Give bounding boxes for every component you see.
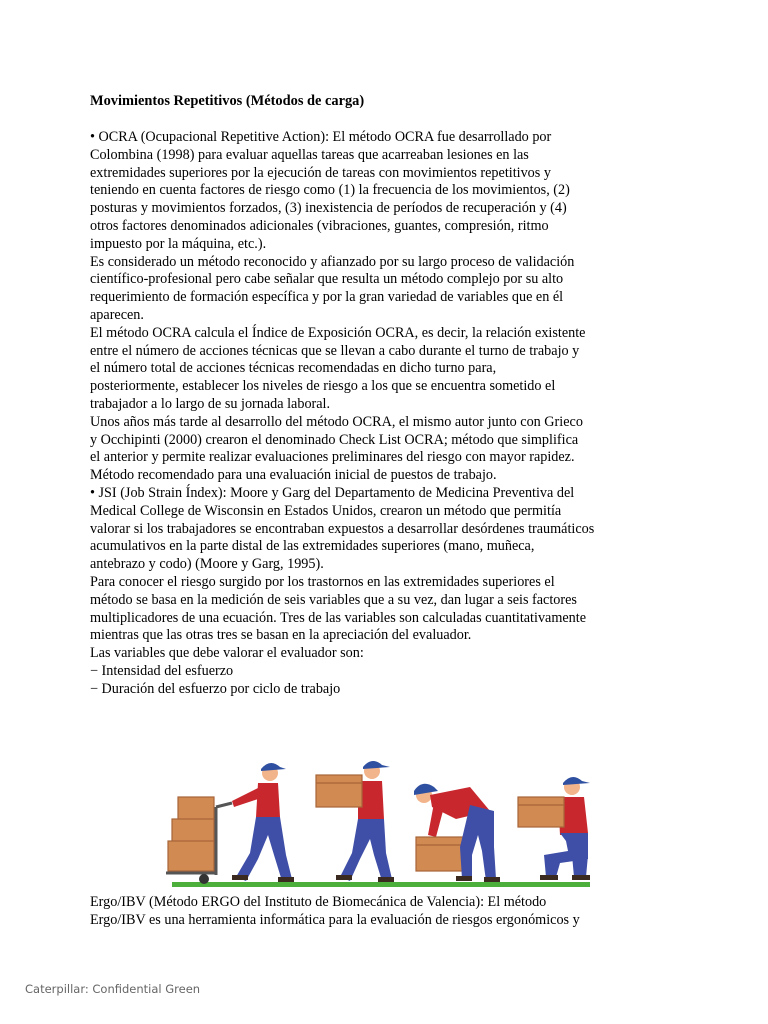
worker-cap: [563, 777, 590, 785]
worker-lifting-box: [414, 784, 500, 882]
body-line: y Occhipinti (2000) crearon el denominado Check List OCRA; método que simplifica: [90, 431, 579, 448]
worker-shoe: [232, 875, 248, 880]
body-line: impuesto por la máquina, etc.).: [90, 235, 267, 252]
body-line: multiplicadores de una ecuación. Tres de las variables son calculadas cuantitativamente: [90, 609, 587, 626]
body-line: Es considerado un método reconocido y afianzado por su largo proceso de validación: [90, 253, 575, 270]
document-body: [90, 129, 650, 699]
worker-shoe: [278, 877, 294, 882]
worker-shoe: [336, 875, 352, 880]
body-line: Unos años más tarde al desarrollo del método OCRA, el mismo autor junto con Grieco: [90, 413, 583, 430]
worker-shoe: [484, 877, 500, 882]
hand-truck-wheel: [199, 874, 209, 884]
body-line: trabajador a lo largo de su jornada laboral.: [90, 395, 331, 412]
body-line: − Intensidad del esfuerzo: [90, 662, 234, 679]
classification-footer: Caterpillar: Confidential Green: [25, 982, 201, 996]
worker-cap: [261, 763, 286, 771]
worker-shoe: [378, 877, 394, 882]
body-line: − Duración del esfuerzo por ciclo de trabajo: [90, 680, 341, 697]
box: [168, 841, 214, 871]
body-line: posteriormente, establecer los niveles de riesgo a los que se encuentra sometido el: [90, 378, 556, 395]
body-line: otros factores denominados adicionales (vibraciones, guantes, compresión, ritmo: [90, 217, 549, 234]
body-line: Las variables que debe valorar el evaluador son:: [90, 645, 364, 662]
body-line: Medical College de Wisconsin en Estados Unidos, crearon un método que permitía: [90, 502, 562, 519]
worker-pants: [572, 855, 588, 877]
worker-shoe: [456, 876, 472, 881]
worker-arm: [428, 803, 444, 837]
body-line: aparecen.: [90, 306, 144, 323]
workers-carrying-boxes-illustration: [160, 755, 600, 895]
body-line: método se basa en la medición de seis variables que a su vez, dan lugar a seis factores: [90, 591, 577, 608]
worker-pants: [340, 819, 392, 881]
body-line: Para conocer el riesgo surgido por los trastornos en las extremidades superiores el: [90, 573, 555, 590]
ground-line: [172, 882, 590, 887]
box: [316, 775, 362, 807]
box: [416, 837, 466, 871]
worker-carrying-box: [316, 761, 394, 882]
body-line: Ergo/IBV (Método ERGO del Instituto de Biomecánica de Valencia): El método: [90, 894, 547, 910]
document-title: Movimientos Repetitivos (Métodos de carga): [90, 93, 365, 109]
box: [518, 797, 564, 827]
body-line: requerimiento de formación específica y por la gran variedad de variables que en él: [90, 289, 564, 306]
body-line: entre el número de acciones técnicas que se llevan a cabo durante el turno de trabajo y: [90, 342, 580, 359]
body-line: científico-profesional pero cabe señalar que resulta un método complejo por su alto: [90, 271, 564, 288]
body-line: mientras que las otras tres se basan en la apreciación del evaluador.: [90, 627, 472, 644]
body-line: posturas y movimientos forzados, (3) inexistencia de períodos de recuperación y (4): [90, 200, 567, 217]
worker-shoe: [540, 875, 558, 880]
body-line: Colombina (1998) para evaluar aquellas tareas que acarreaban lesiones en las: [90, 146, 529, 163]
body-line: el número total de acciones técnicas recomendadas en dicho turno para,: [90, 360, 497, 377]
body-line: teniendo en cuenta factores de riesgo como (1) la frecuencia de los movimientos, (2): [90, 182, 570, 199]
box: [178, 797, 214, 821]
body-line: antebrazo y codo) (Moore y Garg, 1995).: [90, 556, 324, 573]
body-line: Método recomendado para una evaluación inicial de puestos de trabajo.: [90, 467, 497, 484]
box: [172, 819, 214, 843]
body-line: valorar si los trabajadores se encontraban expuestos a desarrollar desórdenes traumáticos: [90, 520, 595, 537]
worker-with-hand-truck: [166, 763, 294, 884]
worker-pants: [236, 817, 292, 881]
worker-squatting-with-box: [518, 777, 590, 880]
body-line: extremidades superiores por la ejecución de tareas con movimientos repetitivos y: [90, 164, 551, 181]
body-line: • JSI (Job Strain Índex): Moore y Garg del Departamento de Medicina Preventiva del: [90, 484, 575, 501]
body-line: El método OCRA calcula el Índice de Exposición OCRA, es decir, la relación existente: [90, 324, 586, 341]
body-line: el anterior y permite realizar evaluaciones preliminares del riesgo con mayor rapidez.: [90, 449, 575, 466]
body-line: Ergo/IBV es una herramienta informática para la evaluación de riesgos ergonómicos y: [90, 911, 580, 928]
worker-shoe: [572, 875, 590, 880]
worker-cap: [363, 761, 390, 769]
body-line: • OCRA (Ocupacional Repetitive Action): El método OCRA fue desarrollado por: [90, 129, 552, 145]
document-body-continued: [90, 894, 650, 930]
hand-truck-handle: [216, 803, 232, 807]
body-line: acumulativos en la parte distal de las extremidades superiores (mano, muñeca,: [90, 538, 535, 555]
